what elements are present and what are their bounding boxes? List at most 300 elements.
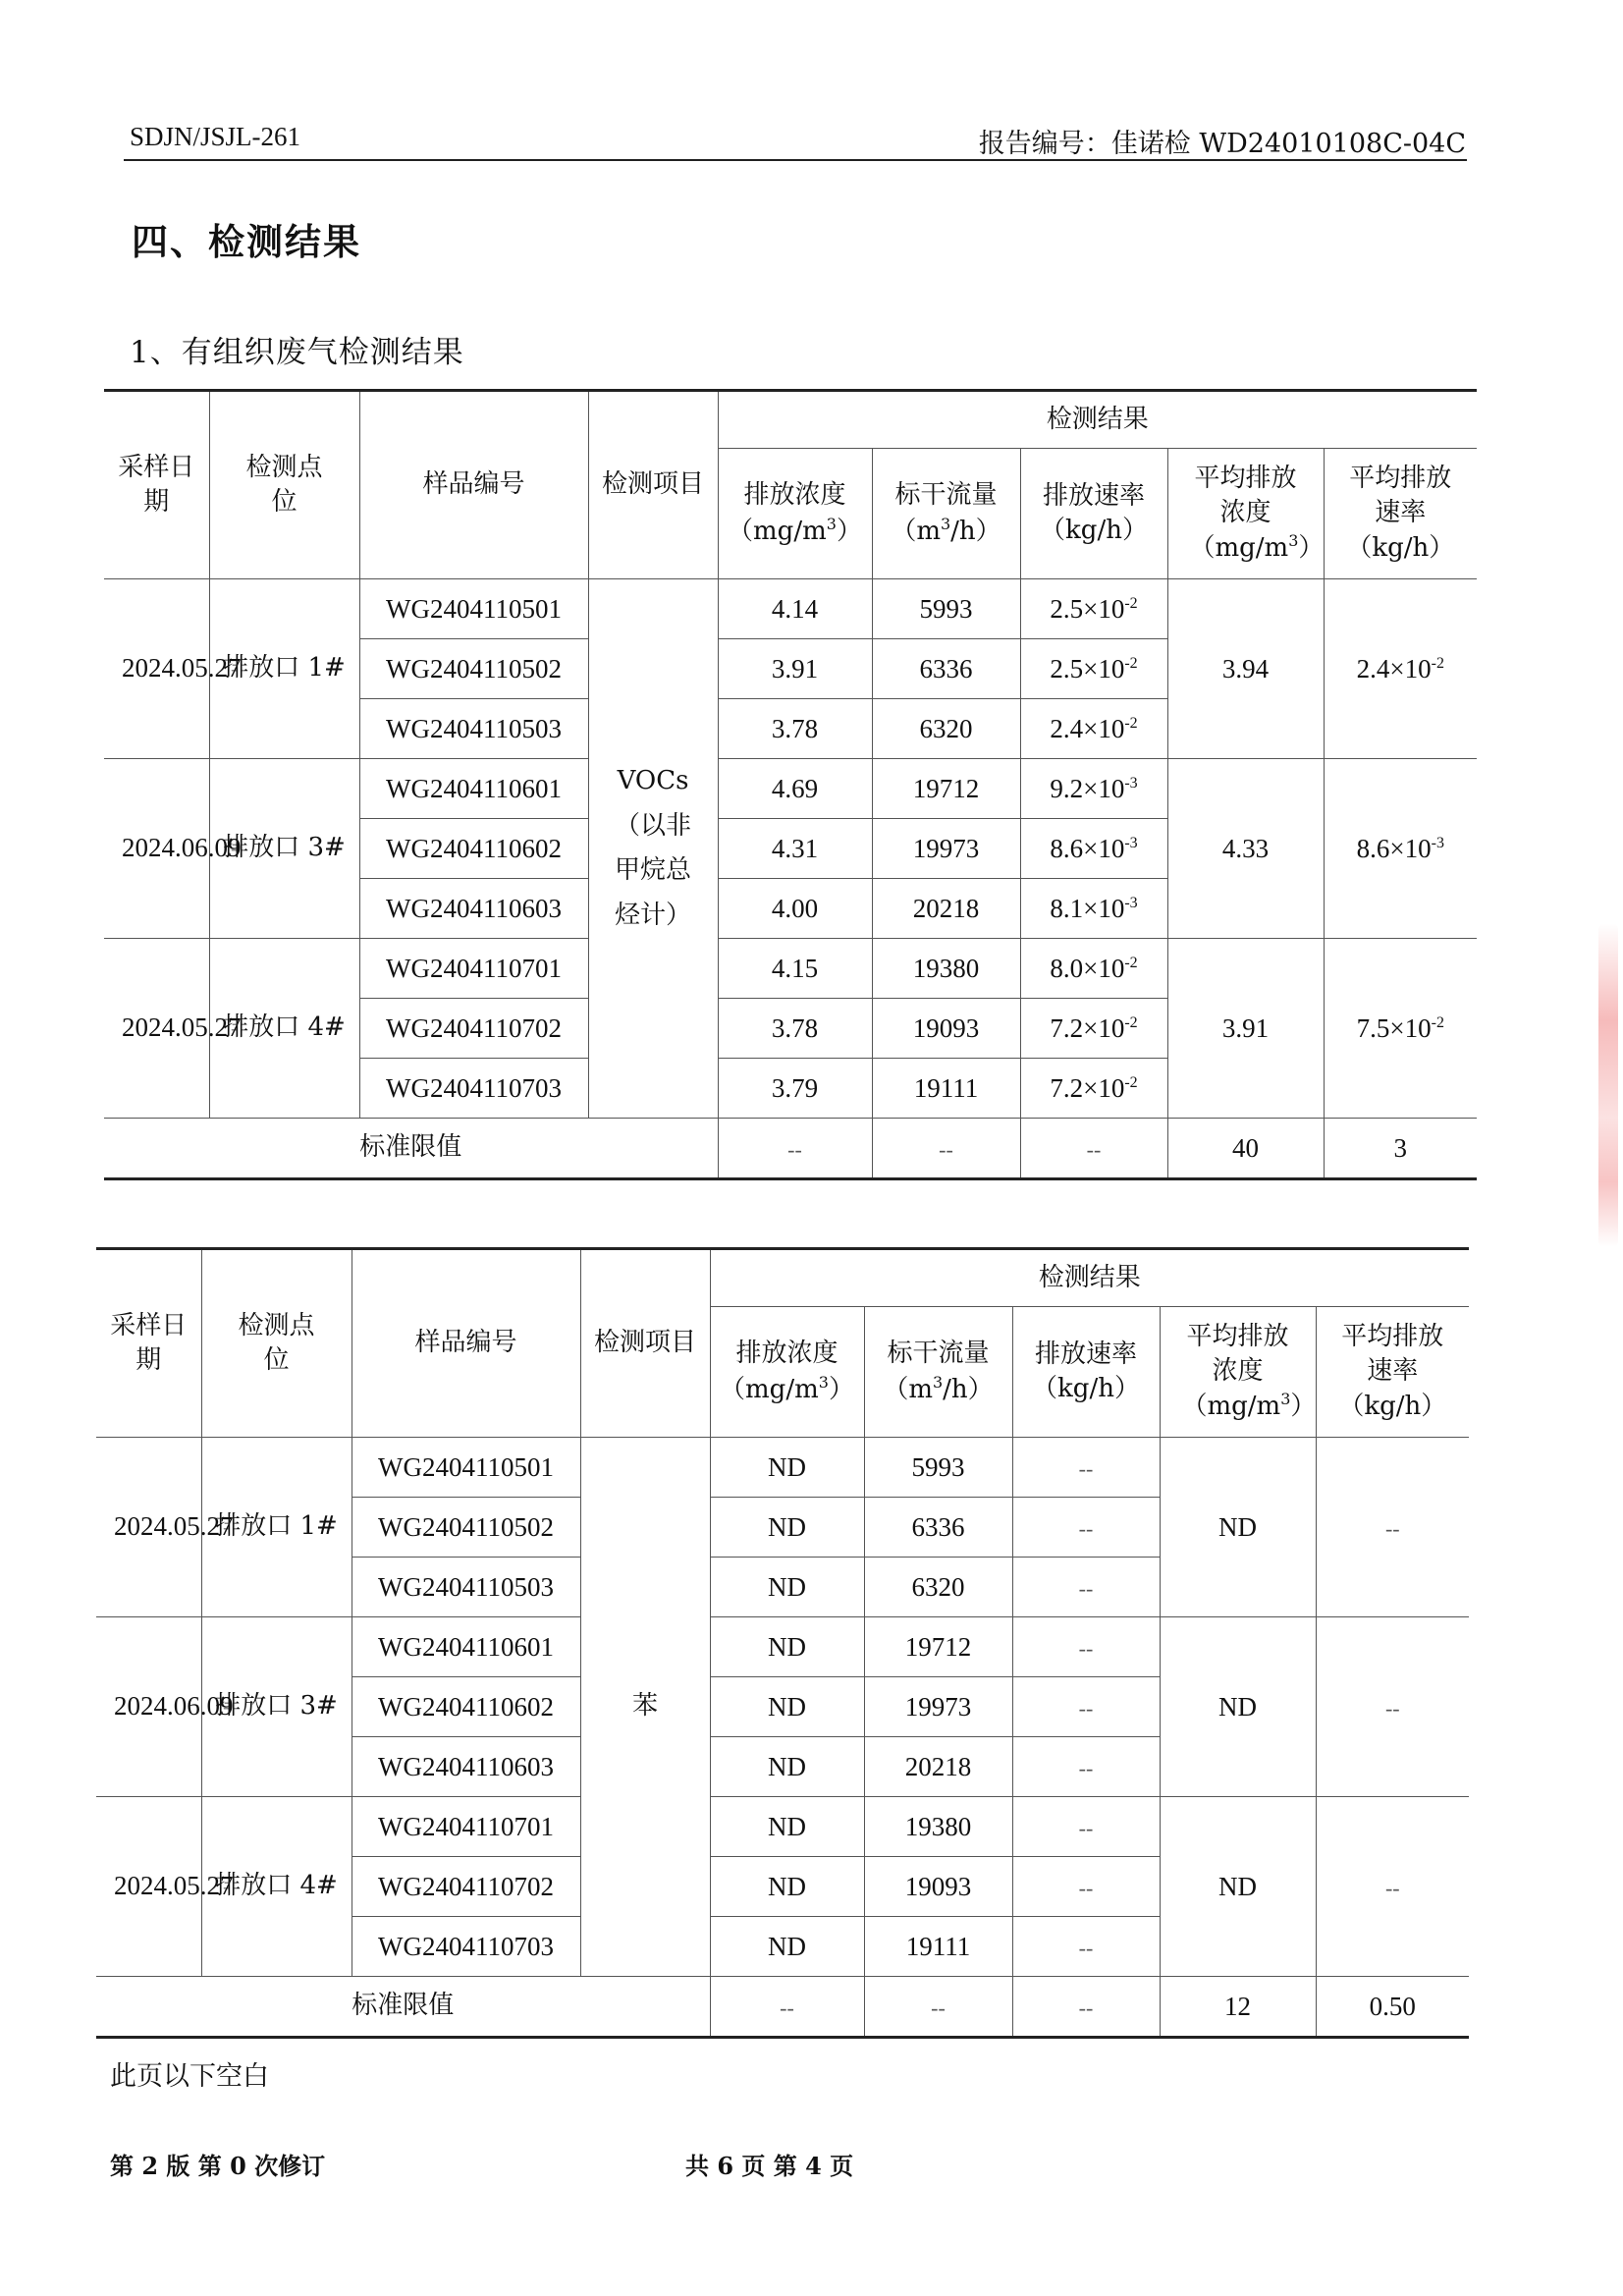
flow-value: 6336 <box>911 1511 965 1542</box>
sample-number: WG2404110701 <box>378 1811 554 1841</box>
cell-flow <box>864 1917 1012 1977</box>
header-rate <box>1012 1307 1160 1438</box>
cell-avg-conc <box>1167 939 1324 1119</box>
cell-rate <box>1012 1677 1160 1737</box>
table-row <box>104 759 1477 819</box>
header-results-label: 检测结果 <box>1038 1262 1141 1292</box>
sample-date: 2024.06.09 <box>122 833 242 863</box>
conc-value: 4.00 <box>771 893 819 923</box>
limit-flow <box>872 1119 1020 1179</box>
results-table-benzene <box>96 1247 1469 2039</box>
text: 平均排放速率 <box>1341 1322 1444 1387</box>
limit-label <box>104 1119 718 1179</box>
cell-conc <box>710 1558 864 1617</box>
rate-value: -- <box>1078 1695 1094 1721</box>
cell-date <box>104 759 242 939</box>
cell-point <box>201 1617 352 1797</box>
conc-value: ND <box>768 1631 806 1662</box>
rate-mantissa: 7.2×10 <box>1050 1012 1125 1043</box>
flow-value: 19111 <box>905 1931 971 1961</box>
sample-date: 2024.05.27 <box>122 1012 242 1043</box>
cell-avg-rate <box>1316 1438 1469 1617</box>
sample-number: WG2404110602 <box>386 833 562 863</box>
flow-value: 6336 <box>919 653 973 683</box>
cell-flow <box>872 819 1020 879</box>
header-avg-conc <box>1160 1307 1316 1438</box>
conc-value: 3.91 <box>771 653 819 683</box>
cell-conc <box>710 1857 864 1917</box>
rate-mantissa: 7.2×10 <box>1050 1072 1125 1103</box>
cell-rate <box>1012 1617 1160 1677</box>
rate-value: -- <box>1078 1935 1094 1960</box>
cell-point <box>209 579 359 759</box>
header-item-label: 检测项目 <box>601 469 704 500</box>
avg-rate-value: -- <box>1384 1875 1400 1900</box>
header-conc <box>718 449 872 579</box>
cell-rate <box>1012 1797 1160 1857</box>
table-row <box>96 1438 1469 1498</box>
limit-rate-value: -- <box>1086 1136 1102 1162</box>
text: （mg/m <box>720 1374 819 1404</box>
rate-value: -- <box>1078 1575 1094 1601</box>
text: 3 <box>826 514 837 533</box>
sample-number: WG2404110702 <box>386 1012 562 1043</box>
text: （mg/m <box>1189 533 1289 564</box>
avg-rate-value: -- <box>1384 1515 1400 1541</box>
results-table-vocs <box>104 389 1477 1180</box>
rate-exponent: -2 <box>1124 1073 1138 1091</box>
sample-number: WG2404110601 <box>386 773 562 803</box>
cell-conc <box>710 1917 864 1977</box>
cell-conc <box>718 819 872 879</box>
cell-sample-no <box>359 939 588 999</box>
cell-flow <box>864 1857 1012 1917</box>
cell-point <box>201 1797 352 1977</box>
table-row <box>96 1617 1469 1677</box>
header-item-label: 检测项目 <box>593 1328 696 1358</box>
avg-rate-exponent: -2 <box>1431 654 1444 672</box>
sample-number: WG2404110602 <box>378 1691 554 1722</box>
cell-avg-rate <box>1316 1797 1469 1977</box>
blank-note: 此页以下空白 <box>110 2061 269 2092</box>
rate-mantissa: 8.6×10 <box>1050 833 1125 863</box>
limit-flow-value: -- <box>939 1136 953 1162</box>
text: 3 <box>1280 1390 1291 1409</box>
text: ） <box>828 1374 854 1404</box>
avg-rate-mantissa: 7.5×10 <box>1356 1012 1432 1043</box>
cell-sample-no <box>359 759 588 819</box>
flow-value: 20218 <box>912 893 980 923</box>
cell-flow <box>864 1617 1012 1677</box>
header-date <box>104 391 209 579</box>
cell-avg-conc <box>1160 1617 1316 1797</box>
sub-title: 1、有组织废气检测结果 <box>130 335 464 370</box>
avg-rate-exponent: -2 <box>1431 1013 1444 1031</box>
rate-value: -- <box>1078 1755 1094 1780</box>
limit-label-text: 标准限值 <box>352 1991 455 2021</box>
cell-rate <box>1012 1737 1160 1797</box>
rate-exponent: -3 <box>1124 834 1138 851</box>
limit-row <box>104 1119 1477 1179</box>
rate-value: -- <box>1078 1815 1094 1840</box>
table-row <box>104 939 1477 999</box>
limit-conc-value: -- <box>780 1995 794 2020</box>
cell-sample-no <box>352 1558 580 1617</box>
header-date <box>96 1249 201 1438</box>
header-sample-label: 样品编号 <box>414 1328 517 1358</box>
avg-conc-value: 4.33 <box>1221 833 1270 863</box>
limit-flow <box>864 1977 1012 2038</box>
cell-sample-no <box>352 1617 580 1677</box>
text: 平均排放浓度 <box>1186 1321 1289 1386</box>
header-conc <box>710 1307 864 1438</box>
rate-exponent: -3 <box>1124 774 1138 792</box>
flow-value: 19712 <box>904 1631 972 1662</box>
flow-value: 19380 <box>912 953 980 983</box>
cell-point <box>201 1438 352 1617</box>
cell-rate <box>1012 1917 1160 1977</box>
avg-conc-value: 3.91 <box>1221 1012 1270 1043</box>
conc-value: ND <box>768 1751 806 1781</box>
header-results <box>710 1249 1469 1307</box>
seal-stamp-edge <box>1598 923 1618 1247</box>
flow-value: 19093 <box>904 1871 972 1901</box>
limit-conc-value: -- <box>787 1136 802 1162</box>
rate-mantissa: 2.5×10 <box>1050 653 1125 683</box>
limit-rate-value: -- <box>1078 1995 1094 2020</box>
sample-number: WG2404110603 <box>386 893 562 923</box>
text: 3 <box>818 1372 829 1392</box>
rate-value: -- <box>1078 1515 1094 1541</box>
conc-value: ND <box>768 1691 806 1722</box>
cell-flow <box>872 879 1020 939</box>
cell-flow <box>864 1438 1012 1498</box>
conc-value: ND <box>768 1451 806 1482</box>
limit-label <box>96 1977 710 2038</box>
sample-number: WG2404110502 <box>386 653 562 683</box>
cell-conc <box>710 1438 864 1498</box>
cell-avg-conc <box>1160 1438 1316 1617</box>
rate-exponent: -2 <box>1124 1013 1138 1031</box>
text: ） <box>1290 1392 1317 1422</box>
text: 3 <box>932 1372 944 1392</box>
test-item: VOCs（以非甲烷总烃计） <box>614 766 691 930</box>
conc-value: ND <box>768 1871 806 1901</box>
conc-value: 4.15 <box>771 953 819 983</box>
avg-rate-mantissa: 2.4×10 <box>1356 653 1432 683</box>
limit-avg-rate-value: 0.50 <box>1369 1991 1416 2021</box>
cell-flow <box>872 999 1020 1059</box>
header-flow <box>872 449 1020 579</box>
cell-flow <box>864 1797 1012 1857</box>
rate-exponent: -2 <box>1124 714 1138 732</box>
cell-point <box>209 759 359 939</box>
cell-date <box>96 1438 234 1617</box>
avg-conc-value: ND <box>1218 1871 1257 1901</box>
rate-value: -- <box>1078 1875 1094 1900</box>
flow-value: 6320 <box>911 1571 965 1602</box>
text: （m <box>891 516 941 546</box>
cell-rate <box>1020 939 1167 999</box>
header-point <box>209 391 359 579</box>
cell-rate <box>1020 999 1167 1059</box>
footer-page: 共 6 页 第 4 页 <box>685 2152 854 2180</box>
cell-sample-no <box>359 1059 588 1119</box>
cell-avg-rate <box>1324 939 1477 1119</box>
cell-avg-rate <box>1324 759 1477 939</box>
cell-flow <box>872 639 1020 699</box>
header-point <box>201 1249 352 1438</box>
header-sample-no <box>352 1249 580 1438</box>
sample-number: WG2404110501 <box>378 1451 554 1482</box>
header-point-label: 检测点位 <box>245 452 323 517</box>
cell-flow <box>872 1059 1020 1119</box>
flow-value: 19111 <box>913 1072 979 1103</box>
cell-date <box>104 579 242 759</box>
cell-flow <box>872 759 1020 819</box>
cell-conc <box>710 1498 864 1558</box>
text: ） <box>1298 533 1325 564</box>
cell-sample-no <box>352 1857 580 1917</box>
sampling-point: 排放口 3# <box>223 833 346 863</box>
header-avg-rate <box>1316 1307 1469 1438</box>
cell-sample-no <box>352 1677 580 1737</box>
avg-conc-value: 3.94 <box>1221 653 1270 683</box>
header-avg-rate <box>1324 449 1477 579</box>
cell-conc <box>710 1797 864 1857</box>
limit-avg-conc <box>1167 1119 1324 1179</box>
conc-value: ND <box>768 1931 806 1961</box>
cell-conc <box>718 639 872 699</box>
text: /h） <box>943 1374 994 1404</box>
header-point-label: 检测点位 <box>238 1310 315 1375</box>
limit-avg-rate <box>1324 1119 1477 1179</box>
rate-mantissa: 9.2×10 <box>1050 773 1125 803</box>
limit-label-text: 标准限值 <box>359 1132 462 1163</box>
text: （kg/h） <box>1032 1374 1140 1403</box>
cell-rate <box>1020 879 1167 939</box>
limit-rate <box>1012 1977 1160 2038</box>
limit-avg-conc <box>1160 1977 1316 2038</box>
header-date-label: 采样日期 <box>118 452 195 517</box>
text: 标干流量 <box>894 480 998 511</box>
flow-value: 19973 <box>912 833 980 863</box>
cell-sample-no <box>352 1498 580 1558</box>
cell-conc <box>710 1677 864 1737</box>
cell-rate <box>1020 579 1167 639</box>
cell-rate <box>1012 1498 1160 1558</box>
sampling-point: 排放口 1# <box>223 653 346 683</box>
conc-value: 4.69 <box>771 773 819 803</box>
sample-number: WG2404110703 <box>386 1072 562 1103</box>
header-item <box>580 1249 710 1438</box>
rate-exponent: -2 <box>1124 594 1138 612</box>
cell-flow <box>872 939 1020 999</box>
cell-date <box>96 1797 234 1977</box>
sampling-point: 排放口 4# <box>215 1871 338 1901</box>
conc-value: ND <box>768 1571 806 1602</box>
table-row <box>104 579 1477 639</box>
header-rate <box>1020 449 1167 579</box>
text: （kg/h） <box>1338 1391 1447 1421</box>
cell-avg-rate <box>1316 1617 1469 1797</box>
cell-flow <box>864 1677 1012 1737</box>
cell-conc <box>710 1737 864 1797</box>
cell-flow <box>864 1558 1012 1617</box>
table-row <box>96 1797 1469 1857</box>
cell-avg-conc <box>1167 759 1324 939</box>
cell-sample-no <box>359 879 588 939</box>
header-sample-no <box>359 391 588 579</box>
flow-value: 20218 <box>904 1751 972 1781</box>
cell-avg-conc <box>1167 579 1324 759</box>
text: （mg/m <box>728 516 827 546</box>
cell-rate <box>1012 1558 1160 1617</box>
limit-conc <box>710 1977 864 2038</box>
avg-rate-mantissa: 8.6×10 <box>1356 833 1432 863</box>
cell-rate <box>1020 1059 1167 1119</box>
cell-date <box>96 1617 234 1797</box>
conc-value: 3.78 <box>771 1012 819 1043</box>
cell-item <box>588 579 718 1119</box>
cell-sample-no <box>359 999 588 1059</box>
limit-conc <box>718 1119 872 1179</box>
cell-conc <box>718 999 872 1059</box>
conc-value: 3.78 <box>771 713 819 743</box>
cell-avg-conc <box>1160 1797 1316 1977</box>
header-sample-label: 样品编号 <box>422 469 525 500</box>
cell-conc <box>718 879 872 939</box>
avg-conc-value: ND <box>1218 1511 1257 1542</box>
sample-date: 2024.05.27 <box>114 1511 234 1542</box>
header-flow <box>864 1307 1012 1438</box>
cell-sample-no <box>352 1917 580 1977</box>
limit-avg-rate <box>1316 1977 1469 2038</box>
sample-date: 2024.06.09 <box>114 1691 234 1722</box>
cell-sample-no <box>359 579 588 639</box>
sample-number: WG2404110501 <box>386 593 562 624</box>
header-item <box>588 391 718 579</box>
cell-conc <box>718 699 872 759</box>
cell-flow <box>864 1737 1012 1797</box>
header-date-label: 采样日期 <box>110 1310 188 1375</box>
cell-avg-rate <box>1324 579 1477 759</box>
avg-conc-value: ND <box>1218 1691 1257 1722</box>
text: （kg/h） <box>1040 516 1148 545</box>
section-title: 四、检测结果 <box>132 220 361 263</box>
sample-number: WG2404110703 <box>378 1931 554 1961</box>
cell-rate <box>1020 699 1167 759</box>
rate-value: -- <box>1078 1635 1094 1661</box>
footer-version: 第 2 版 第 0 次修订 <box>110 2152 326 2180</box>
rate-mantissa: 8.0×10 <box>1050 953 1125 983</box>
sampling-point: 排放口 3# <box>215 1691 338 1722</box>
rate-exponent: -2 <box>1124 654 1138 672</box>
cell-sample-no <box>359 639 588 699</box>
rate-exponent: -3 <box>1124 894 1138 911</box>
header-results <box>718 391 1477 449</box>
cell-rate <box>1020 759 1167 819</box>
flow-value: 19712 <box>912 773 980 803</box>
rate-value: -- <box>1078 1455 1094 1481</box>
cell-flow <box>872 579 1020 639</box>
text: /h） <box>950 516 1001 546</box>
cell-rate <box>1012 1438 1160 1498</box>
text: 平均排放速率 <box>1349 464 1452 528</box>
limit-flow-value: -- <box>931 1995 946 2020</box>
cell-sample-no <box>359 819 588 879</box>
text: （mg/m <box>1181 1392 1281 1422</box>
sample-number: WG2404110502 <box>378 1511 554 1542</box>
sample-date: 2024.05.27 <box>114 1871 234 1901</box>
text: （kg/h） <box>1346 532 1455 563</box>
sample-number: WG2404110603 <box>378 1751 554 1781</box>
cell-conc <box>718 939 872 999</box>
header-rule <box>124 159 1467 161</box>
avg-rate-value: -- <box>1384 1695 1400 1721</box>
sample-number: WG2404110503 <box>386 713 562 743</box>
cell-conc <box>718 759 872 819</box>
avg-rate-exponent: -3 <box>1431 834 1444 851</box>
sample-number: WG2404110702 <box>378 1871 554 1901</box>
cell-flow <box>872 699 1020 759</box>
test-item: 苯 <box>631 1691 658 1722</box>
conc-value: 3.79 <box>771 1072 819 1103</box>
cell-rate <box>1020 819 1167 879</box>
flow-value: 19973 <box>904 1691 972 1722</box>
cell-conc <box>710 1617 864 1677</box>
conc-value: ND <box>768 1511 806 1542</box>
cell-point <box>209 939 359 1119</box>
sample-number: WG2404110503 <box>378 1571 554 1602</box>
sampling-point: 排放口 1# <box>215 1511 338 1542</box>
text: （m <box>883 1374 933 1404</box>
text: 排放浓度 <box>735 1339 839 1369</box>
text: 排放速率 <box>1042 480 1145 511</box>
text: 3 <box>1288 531 1299 551</box>
header-results-label: 检测结果 <box>1046 404 1149 434</box>
rate-mantissa: 2.4×10 <box>1050 713 1125 743</box>
text: ） <box>836 516 862 546</box>
cell-conc <box>718 579 872 639</box>
flow-value: 5993 <box>911 1451 965 1482</box>
cell-date <box>104 939 242 1119</box>
rate-exponent: -2 <box>1124 954 1138 971</box>
cell-conc <box>718 1059 872 1119</box>
cell-sample-no <box>352 1797 580 1857</box>
rate-mantissa: 8.1×10 <box>1050 893 1125 923</box>
sample-number: WG2404110601 <box>378 1631 554 1662</box>
conc-value: 4.31 <box>771 833 819 863</box>
cell-rate <box>1020 639 1167 699</box>
cell-sample-no <box>359 699 588 759</box>
sample-number: WG2404110701 <box>386 953 562 983</box>
cell-item <box>580 1438 710 1977</box>
cell-flow <box>864 1498 1012 1558</box>
flow-value: 6320 <box>919 713 973 743</box>
text: 排放浓度 <box>743 480 846 511</box>
report-number: 报告编号：佳诺检 WD24010108C-04C <box>978 129 1466 159</box>
rate-mantissa: 2.5×10 <box>1050 593 1125 624</box>
text: 3 <box>940 514 951 533</box>
header-avg-conc <box>1167 449 1324 579</box>
text: 平均排放浓度 <box>1194 463 1297 527</box>
flow-value: 19093 <box>912 1012 980 1043</box>
text: 排放速率 <box>1034 1339 1137 1369</box>
flow-value: 5993 <box>919 593 973 624</box>
sampling-point: 排放口 4# <box>223 1012 346 1043</box>
limit-rate <box>1020 1119 1167 1179</box>
